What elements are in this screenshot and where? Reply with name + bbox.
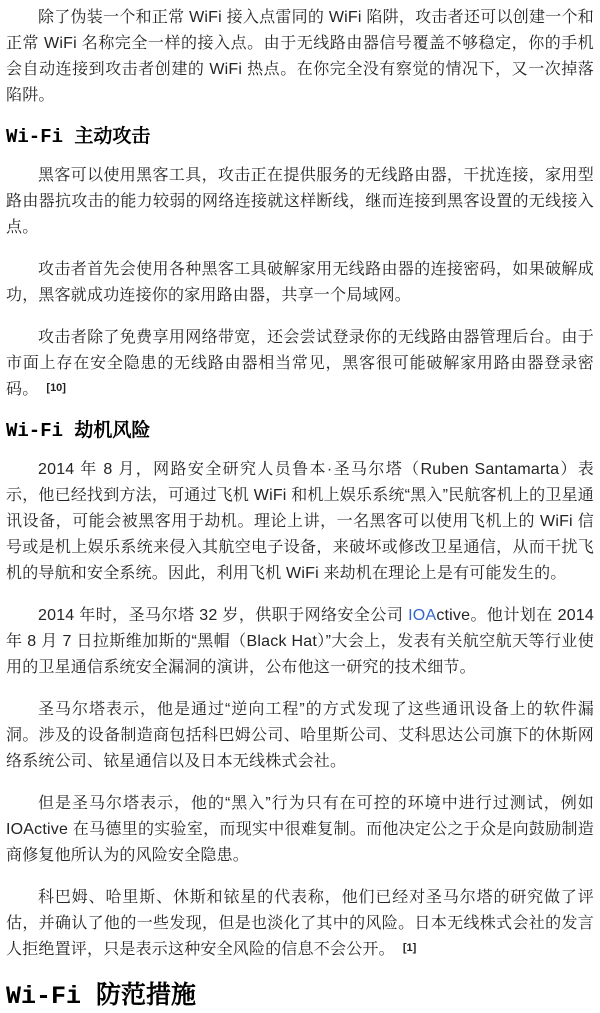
active-attack-paragraph-3-text: 攻击者除了免费享用网络带宽，还会尝试登录你的无线路由器管理后台。由于市面上存在安全隐患的无线路由器相当常见，黑客很可能破解家用路由器登录密码。 — [6, 329, 594, 398]
article-body — [6, 5, 594, 1013]
hijack-paragraph-1 — [6, 457, 594, 587]
active-attack-paragraph-2 — [6, 257, 594, 309]
hijack-paragraph-4-text: 但是圣马尔塔表示，他的“黑入”行为只有在可控的环境中进行过测试，例如 IOActive 在马德里的实验室，而现实中很难复制。而他决定公之于众是向鼓励制造商修复他所认为的风险安全隐患。 — [6, 795, 594, 864]
heading-wifi-prevention: Wi-Fi 防范措施 — [6, 982, 197, 1011]
citation-ref-10[interactable]: [10] — [46, 382, 66, 394]
hijack-paragraph-3-text: 圣马尔塔表示，他是通过“逆向工程”的方式发现了这些通讯设备上的软件漏洞。涉及的设备制造商包括科巴姆公司、哈里斯公司、艾科思达公司旗下的休斯网络系统公司、铱星通信以及日本无线株式会社。 — [6, 701, 594, 770]
ioactive-link-tail: ctive — [436, 607, 471, 624]
hijack-paragraph-2-rest: 。他计划在 2014 年 8 月 7 日拉斯维加斯的“黑帽（Black Hat）”大会上，发表有关航空航天等行业使用的卫星通信系统安全漏洞的演讲，公布他这一研究的技术细节。 — [6, 607, 594, 676]
active-attack-paragraph-2-text: 攻击者首先会使用各种黑客工具破解家用无线路由器的连接密码，如果破解成功，黑客就成功连接你的家用路由器，共享一个局域网。 — [6, 261, 594, 304]
hijack-paragraph-1-text: 2014 年 8 月，网路安全研究人员鲁本·圣马尔塔（Ruben Santamarta）表示，他已经找到方法，可通过飞机 WiFi 和机上娱乐系统“黑入”民航客机上的卫星通讯设备，可能会被黑客用于劫机。理论上讲，一名黑客可以使用飞机上的 WiFi 信号或是机上娱乐系统来侵入其航空电子设备，来破坏或修改卫星通信，从而干扰飞机的导航和安全系统。因此，利用飞机 WiFi 来劫机在理论上是有可能发生的。 — [6, 461, 594, 582]
active-attack-paragraph-1 — [6, 163, 594, 241]
heading-wifi-hijack-risk: Wi-Fi 劫机风险 — [6, 420, 151, 442]
hijack-paragraph-3 — [6, 697, 594, 775]
hijack-paragraph-2-lead: 2014 年时，圣马尔塔 32 岁，供职于网络安全公司 — [38, 607, 409, 624]
heading-wifi-active-attack: Wi-Fi 主动攻击 — [6, 126, 151, 148]
ioactive-link[interactable]: IOA — [408, 607, 437, 624]
hijack-paragraph-5 — [6, 885, 594, 963]
active-attack-paragraph-1-text: 黑客可以使用黑客工具，攻击正在提供服务的无线路由器，干扰连接，家用型路由器抗攻击的能力较弱的网络连接就这样断线，继而连接到黑客设置的无线接入点。 — [6, 167, 594, 236]
citation-ref-1[interactable]: [1] — [402, 942, 417, 954]
intro-paragraph-text: 除了伪装一个和正常 WiFi 接入点雷同的 WiFi 陷阱，攻击者还可以创建一个和正常 WiFi 名称完全一样的接入点。由于无线路由器信号覆盖不够稳定，你的手机会自动连接到攻击者创建的 WiFi 热点。在你完全没有察觉的情况下，又一次掉落陷阱。 — [6, 9, 594, 104]
hijack-paragraph-4 — [6, 791, 594, 869]
hijack-paragraph-5-text: 科巴姆、哈里斯、休斯和铱星的代表称，他们已经对圣马尔塔的研究做了评估，并确认了他的一些发现，但是也淡化了其中的风险。日本无线株式会社的发言人拒绝置评，只是表示这种安全风险的信息不会公开。 — [6, 889, 594, 958]
intro-paragraph — [6, 5, 594, 109]
hijack-paragraph-2 — [6, 603, 594, 681]
active-attack-paragraph-3 — [6, 325, 594, 403]
